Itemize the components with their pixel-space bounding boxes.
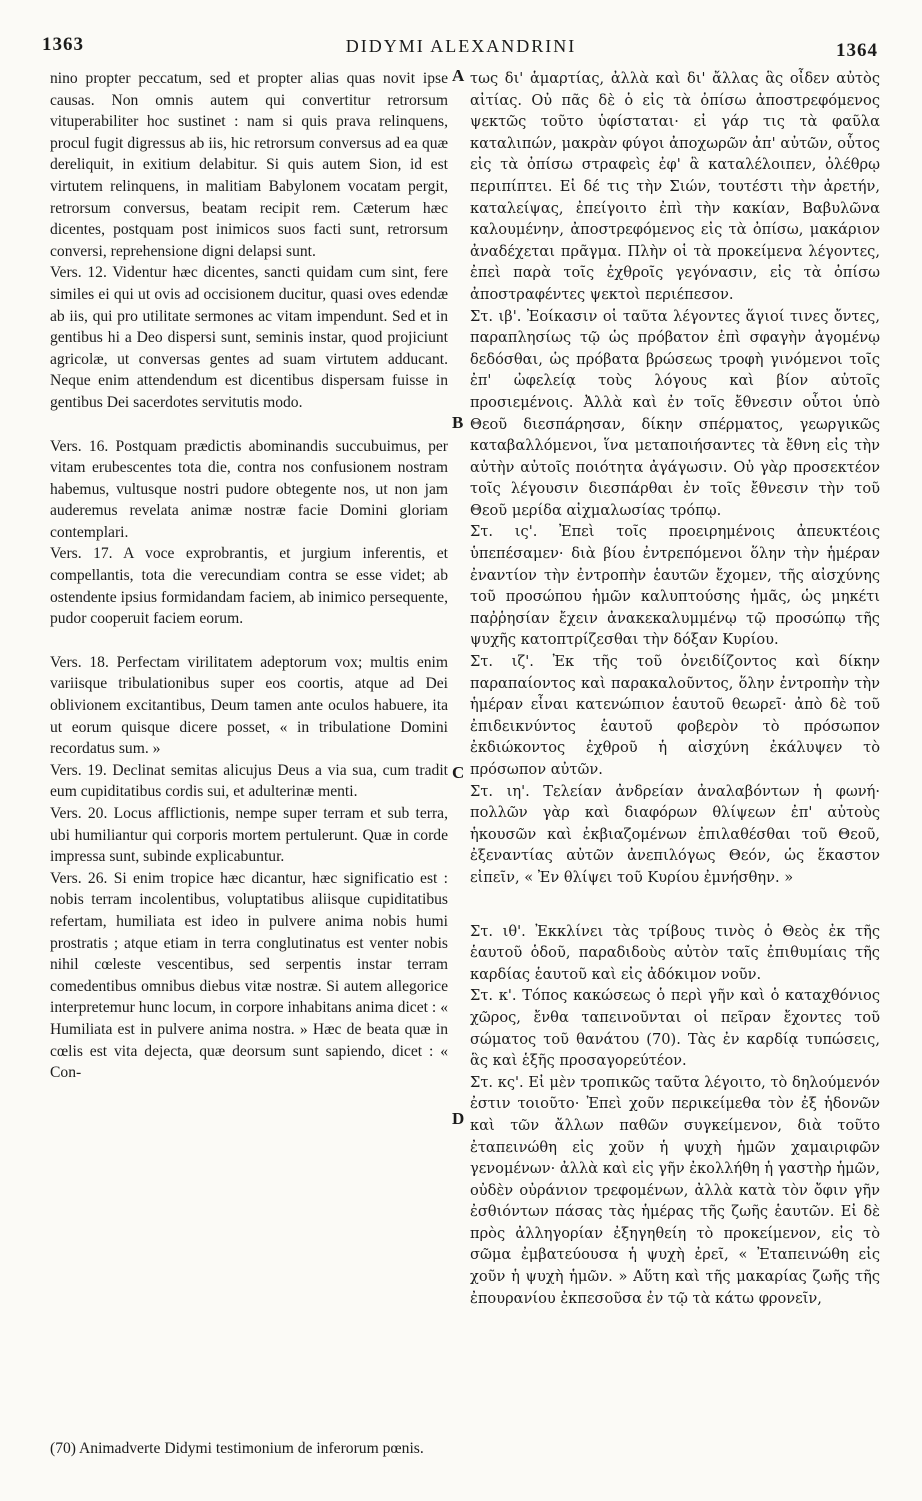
latin-paragraph: Vers. 20. Locus afflictionis, nempe super terram et sub terra, ubi humiliantur qui corporis mortem pertulerunt. Quæ in corde impressa sunt, subinde explicabuntur. xyxy=(50,805,448,866)
greek-paragraph: τως δι' ἁμαρτίας, ἀλλὰ καὶ δι' ἄλλας ἃς οἶδεν αὐτὸς αἰτίας. Οὐ πᾶς δὲ ὁ εἰς τὰ ὀπίσω ἀποστρεφόμενος ψεκτῶς τοῦτο ὑφίσταται· εἰ γάρ τις τὰ φαῦλα καταλιπών, μακρὰν φύγοι ἀποχωρῶν ἀπ' αὐτῶν, οὗτος εἰς τὰ ὀπίσω στραφεὶς ἐφ' ἃ καταλέλοιπεν, ὀλέθρῳ περιπίπτει. Εἰ δέ τις τὴν Σιών, τουτέστι τὴν ἀρετήν, καταλείψας, ἐπείγοιτο ἐπὶ τὴν κακίαν, Βαβυλῶνα καλουμένην, ἀποστρεφόμενος εἰς τὰ ὀπίσω, μακάριον ἀναδέχεται πρᾶγμα. Πλὴν οἱ τὰ προκείμενα λέγοντες, ἐπεὶ παρὰ τοῖς ἐχθροῖς γεγόνασιν, εἰς τὰ ὀπίσω ἀποστραφέντες ψεκτοὶ περιέπεσον. xyxy=(470,70,880,303)
greek-paragraph: Στ. κς'. Εἰ μὲν τροπικῶς ταῦτα λέγοιτο, τὸ δηλούμενόν ἐστιν τοιοῦτο· Ἐπεὶ χοῦν περικείμεθα τὸν ἐξ ἡδονῶν καὶ τῶν ἄλλων παθῶν συγκείμενον, διὰ τοῦτο ἐταπεινώθη εἰς χοῦν ἡ ψυχὴ ἡμῶν χαμαιριφῶν γενομένων· ἀλλὰ καὶ εἰς γῆν ἐκολλήθη ἡ γαστὴρ ἡμῶν, οὐδὲν οὐράνιον τρεφομένων, ἀλλὰ κατὰ τὸν ὄφιν γῆν ἐσθιόντων πάσας τὰς ἡμέρας τῆς ζωῆς ἑαυτῶν. Εἰ δὲ πρὸς ἀλληγορίαν ἐξηγηθείη τὸ προκείμενον, εἰς τὸ σῶμα ἐμβατεύουσα ἡ ψυχὴ ἐρεῖ, « Ἐταπεινώθη εἰς χοῦν ἡ ψυχὴ ἡμῶν. » Αὕτη καὶ τῆς μακαρίας ζωῆς τῆς ἐπουρανίου ἐκπεσοῦσα ἐν τῷ τὰ κάτω φρονεῖν, xyxy=(470,1073,880,1307)
greek-paragraph: Στ. ιη'. Τελείαν ἀνδρείαν ἀναλαβόντων ἡ φωνή· πολλῶν γὰρ καὶ διαφόρων θλίψεων ἐπ' αὐτοὺς ἡκουσῶν καὶ ἐκβιαζομένων ἐπιλαθέσθαι τοῦ Θεοῦ, ἐξεναντίας αὐτῶν ἀνεπιλόγως Θεόν, ὡς ἕκαστον εἰπεῖν, « Ἐν θλίψει τοῦ Κυρίου ἐμνήσθην. » xyxy=(470,782,880,886)
footnote: (70) Animadverte Didymi testimonium de inferorum pœnis. xyxy=(50,1440,424,1457)
greek-paragraph: Στ. ιθ'. Ἐκκλίνει τὰς τρίβους τινὸς ὁ Θεὸς ἐκ τῆς ἑαυτοῦ ὁδοῦ, παραδιδοὺς αὐτὸν ταῖς ἐπιθυμίαις τῆς καρδίας ἑαυτοῦ καὶ εἰς ἀδόκιμον νοῦν. xyxy=(470,922,880,983)
greek-paragraph: Στ. κ'. Τόπος κακώσεως ὁ περὶ γῆν καὶ ὁ καταχθόνιος χῶρος, ἔνθα ταπεινοῦνται οἱ πεῖραν ἔχοντες τοῦ σώματος τοῦ θανάτου (70). Τὰς ἐν καρδίᾳ τυπώσεις, ἃς καὶ ἑξῆς προσαγορεύτέον. xyxy=(470,987,880,1070)
latin-paragraph: Vers. 26. Si enim tropice hæc dicantur, hæc significatio est : nobis terram incolentibus, voluptatibus aliisque cupiditatibus refertam, humiliata est ideo in pulvere anima nobis humi prostratis ; atque etiam in terra conglutinatus est venter nobis nihil cœleste vescentibus, sed serpentis instar terram comedentibus omnibus diebus vitæ nostræ. Si autem allegorice interpretemur hunc locum, in corpore inhabitans anima dicet : « Humiliata est in pulvere anima nostra. » Hæc de beata quæ in cœlis est vita dejecta, quæ deorsum sunt sapiendo, dicet : « Con- xyxy=(50,869,448,1082)
margin-letter-c: C xyxy=(452,763,465,782)
margin-letter-b: B xyxy=(452,413,464,432)
greek-column xyxy=(470,68,880,1309)
page-number-left: 1363 xyxy=(42,34,84,55)
latin-paragraph: Vers. 18. Perfectam virilitatem adeptorum vox; multis enim variisque tribulationibus super eos coortis, atque ad Dei oblivionem excitantibus, Deum tamen ante oculos habuere, ita ut eorum quisque dicere posset, « in tribulatione Domini recordatus sum. » xyxy=(50,653,448,758)
greek-paragraph: Στ. ιβ'. Ἐοίκασιν οἱ ταῦτα λέγοντες ἅγιοί τινες ὄντες, παραπλησίως τῷ ὡς πρόβατον ἐπὶ σφαγὴν ἀγομένῳ δεδόσθαι, ὡς πρόβατα βρώσεως τροφὴ γινόμενοι τοῖς ἐπ' ὠφελείᾳ τοὺς λόγους καὶ βίον αὐτοῖς προσιεμένοις. Ἀλλὰ καὶ ἐν τοῖς ἔθνεσιν οὗτοι ὑπὸ Θεοῦ διεσπάρησαν, δίκην σπέρματος, γεωργικῶς καταβαλλόμενοι, ἵνα μεταποιήσαντες τὰ ἔθνη εἰς τὴν αὐτὴν αὐτοῖς ποιότητα ἀγάγωσιν. Οὐ γὰρ προσεκτέον τοῖς λέγουσιν διεσπάρθαι ἐν τοῖς ἔθνεσιν τὴν τοῦ Θεοῦ μερίδα αἰχμαλωσίας τρόπῳ. xyxy=(470,307,880,519)
running-header xyxy=(0,34,922,64)
latin-paragraph: Vers. 12. Videntur hæc dicentes, sancti quidam cum sint, fere similes ei qui ut ovis ad occisionem ducitur, quasi oves edendæ ab iis, qui pro utilitate sermones ac vitam impendunt. Sed et in gentibus hi a Deo dispersi sunt, seminis instar, quod projiciunt agricolæ, ut conversas gentes ad suam virtutem adducant. Neque enim attendendum est dicentibus dispersam fuisse in gentibus Dei sacerdotes servitutis modo. xyxy=(50,264,448,411)
margin-letter-a: A xyxy=(452,66,465,85)
latin-paragraph: Vers. 16. Postquam prædictis abominandis succubuimus, per vitam erubescentes tota die, contra nos confusionem nostram habemus, vultusque nostri pudore obtegente nos, ut non jam auderemus revelata animæ nostræ facie Domini gloriam contemplari. xyxy=(50,437,448,541)
latin-paragraph: Vers. 19. Declinat semitas alicujus Deus a via sua, cum tradit eum cupiditatibus cordis sui, et adulterinæ menti. xyxy=(50,761,448,801)
greek-paragraph: Στ. ιζ'. Ἐκ τῆς τοῦ ὀνειδίζοντος καὶ δίκην παραπαίοντος καὶ παρακαλοῦντος, ὅλην ἐντροπὴν τὴν ἡμέραν εἶναι κατενώπιον ἑαυτοῦ θεωρεῖ· ἀπὸ δὲ τοῦ ἐπιδεικνύντος ἑαυτοῦ φοβερὸν τὸ πρόσωπον ἐκδιώκοντος ἐχθροῦ ἡ αἰσχύνη ἐκάλυψεν τὸ πρόσωπον αὐτῶν. xyxy=(470,653,880,778)
running-title: DIDYMI ALEXANDRINI xyxy=(345,36,577,56)
latin-paragraph: nino propter peccatum, sed et propter alias quas novit ipse causas. Non omnis autem qui convertitur retrorsum vituperabiliter hoc sustinet : nam si quis prava relinquens, procul fugit digressus ab iis, hic retrorsum conversus ad ea quæ dereliquit, in exitium delabitur. Si quis autem Sion, id est virtutem relinquens, in malitiam Babylonem vocatam pergit, retrorsum conversus, beatam recipit rem. Cæterum hæc dicentes, postquam post inimicos suos facti sunt, retrorsum conversi, reprehensione digni delapsi sunt. xyxy=(50,70,448,260)
latin-paragraph: Vers. 17. A voce exprobrantis, et jurgium inferentis, et compellantis, tota die verecundiam contra se esse videt; ab ostendente ipsius formidandam faciem, ab inimico persequente, pudor cooperuit faciem eorum. xyxy=(50,545,448,628)
greek-paragraph: Στ. ις'. Ἐπεὶ τοῖς προειρημένοις ἀπευκτέοις ὑπεπέσαμεν· διὰ βίου ἐντρεπόμενοι ὅλην τὴν ἡμέραν ἐναντίον τὴν ἐντροπὴν ἑαυτῶν ἔχομεν, τῆς αἰσχύνης τοῦ προσώπου ἡμῶν καλυπτούσης ἡμᾶς, ὡς μηκέτι παῤῥησίαν ἔχειν ἀνακεκαλυμμένῳ τῷ προσώπῳ τῆς ψυχῆς κατοπτρίζεσθαι τὴν δόξαν Κυρίου. xyxy=(470,523,880,649)
latin-column xyxy=(50,68,448,1084)
margin-letter-d: D xyxy=(452,1109,465,1128)
page-number-right: 1364 xyxy=(836,40,878,61)
